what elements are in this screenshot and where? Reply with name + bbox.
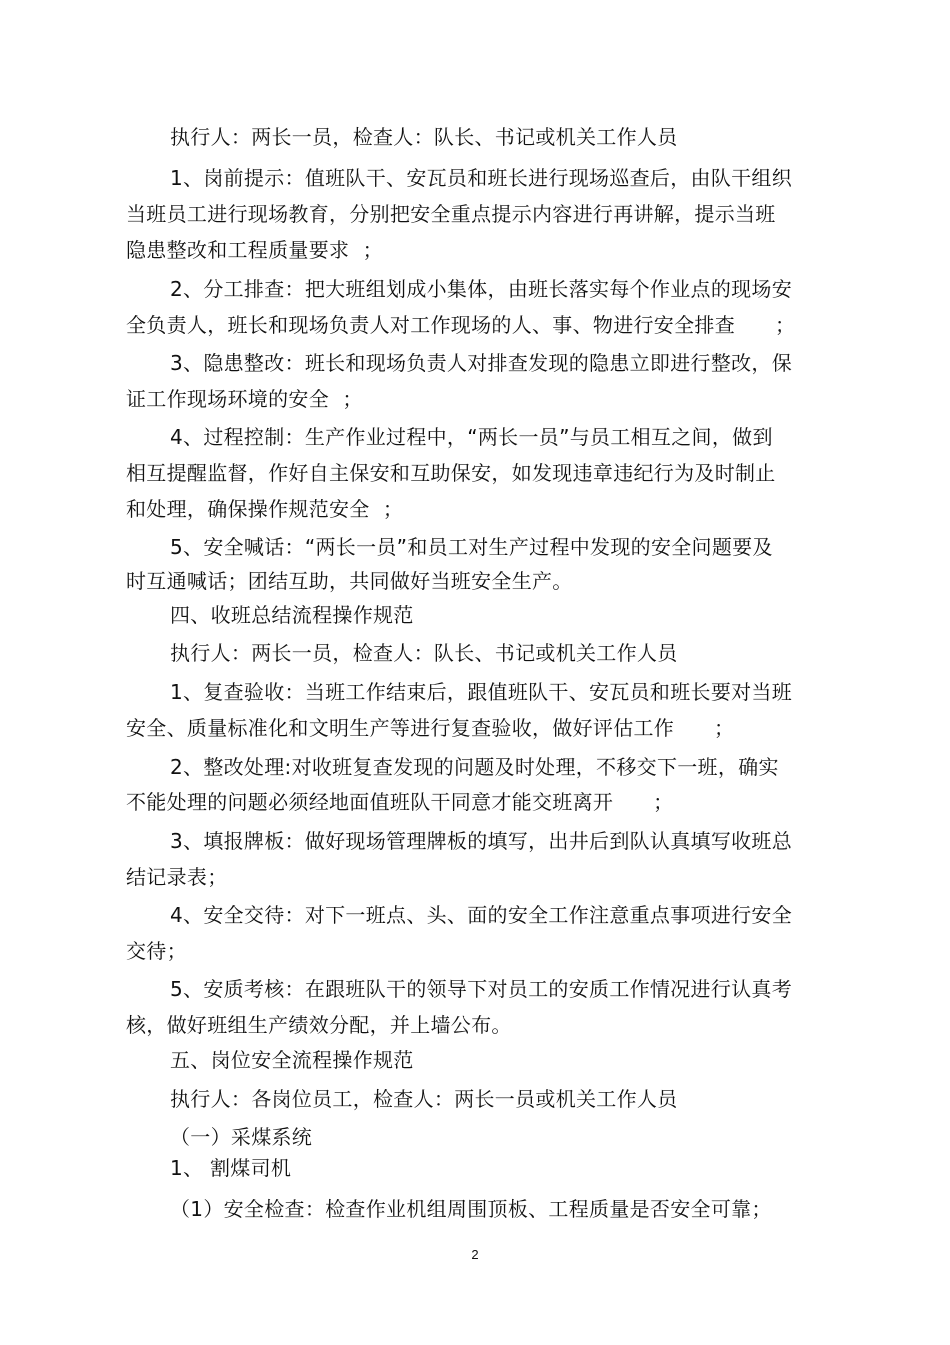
text-line: 隐患整改和工程质量要求 ； [126,238,383,262]
subsection-heading: （一）采煤系统 [170,1125,313,1149]
text-line: 执行人：各岗位员工，检查人：两长一员或机关工作人员 [170,1087,678,1111]
text-line: 全负责人，班长和现场负责人对工作现场的人、事、物进行安全排查 ； [126,313,796,337]
page-number: 2 [471,1247,479,1262]
section-heading: 五、岗位安全流程操作规范 [170,1048,414,1072]
text-line: 1、岗前提示：值班队干、安瓦员和班长进行现场巡查后，由队干组织 [170,166,793,190]
text-line: 4、安全交待：对下一班点、头、面的安全工作注意重点事项进行安全 [170,903,793,927]
text-line: 3、隐患整改：班长和现场负责人对排查发现的隐患立即进行整改，保 [170,351,793,375]
text-line: 4、过程控制：生产作业过程中，“两长一员”与员工相互之间，做到 [170,425,773,449]
text-line: 核，做好班组生产绩效分配，并上墙公布。 [126,1013,512,1037]
section-heading: 四、收班总结流程操作规范 [170,603,414,627]
text-line: 时互通喊话；团结互助，共同做好当班安全生产。 [126,569,573,593]
text-line: 当班员工进行现场教育，分别把安全重点提示内容进行再讲解，提示当班 [126,202,776,226]
text-line: 2、分工排查：把大班组划成小集体，由班长落实每个作业点的现场安 [170,277,793,301]
subsection-heading: 1、 割煤司机 [170,1156,292,1180]
text-line: 1、复查验收：当班工作结束后，跟值班队干、安瓦员和班长要对当班 [170,680,793,704]
text-line: 5、安全喊话：“两长一员”和员工对生产过程中发现的安全问题要及 [170,535,773,559]
text-line: 5、安质考核：在跟班队干的领导下对员工的安质工作情况进行认真考 [170,977,793,1001]
text-line: 不能处理的问题必须经地面值班队干同意才能交班离开 ； [126,790,674,814]
text-line: 交待； [126,939,187,963]
text-line: 证工作现场环境的安全 ； [126,387,363,411]
text-line: （1）安全检查：检查作业机组周围顶板、工程质量是否安全可靠； [170,1197,772,1221]
text-line: 结记录表； [126,865,228,889]
text-line: 2、整改处理:对收班复查发现的问题及时处理，不移交下一班，确实 [170,755,779,779]
text-line: 安全、质量标准化和文明生产等进行复查验收，做好评估工作 ； [126,716,735,740]
text-line: 和处理，确保操作规范安全 ； [126,497,404,521]
text-line: 相互提醒监督，作好自主保安和互助保安，如发现违章违纪行为及时制止 [126,461,776,485]
text-line: 执行人：两长一员，检查人：队长、书记或机关工作人员 [170,125,678,149]
text-line: 执行人：两长一员，检查人：队长、书记或机关工作人员 [170,641,678,665]
text-line: 3、填报牌板：做好现场管理牌板的填写，出井后到队认真填写收班总 [170,829,793,853]
